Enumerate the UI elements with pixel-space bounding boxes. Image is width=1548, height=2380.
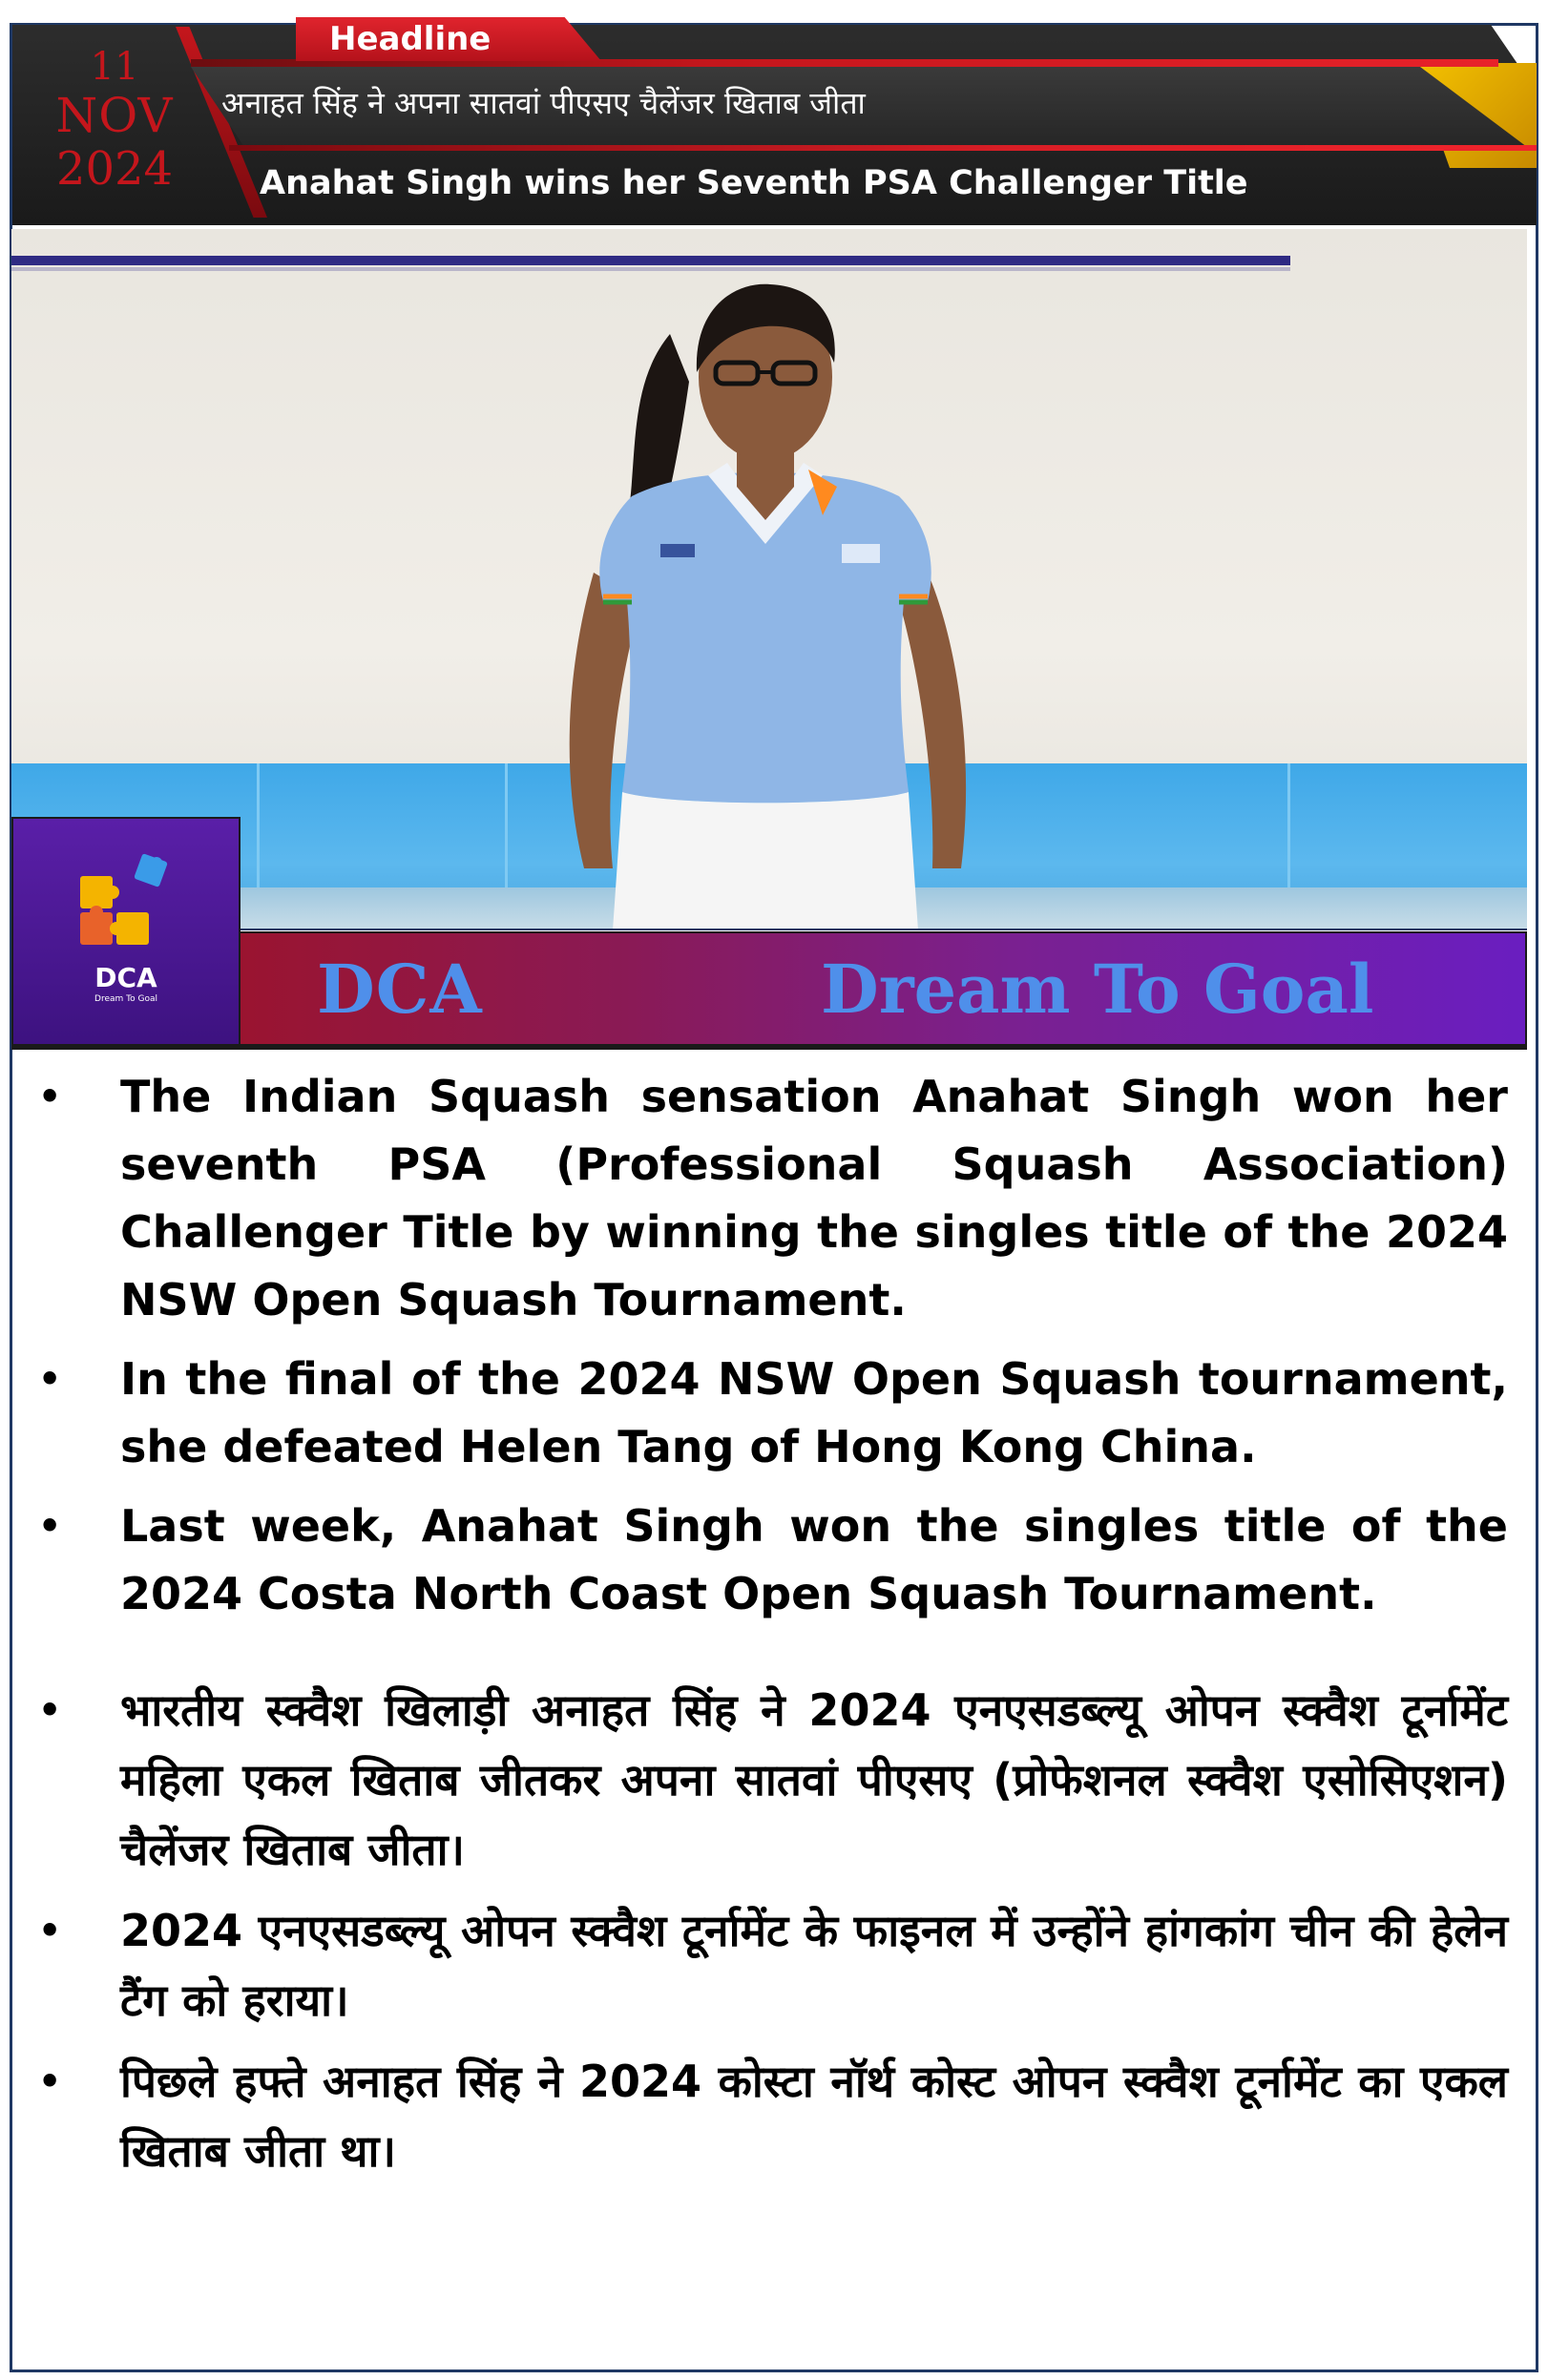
bullet-text: The Indian Squash sensation Anahat Singh won her seventh PSA (Professional Squash Association) Challenger Title by winning the singles title of the 2024 NSW Open Squash Tournament. <box>120 1071 1508 1326</box>
bullet-icon: • <box>38 2060 62 2102</box>
date-day: 11 <box>90 45 139 89</box>
bullet-text: Last week, Anahat Singh won the singles title of the 2024 Costa North Coast Open Squash Tournament. <box>120 1500 1508 1619</box>
bullet-icon: • <box>38 1505 62 1547</box>
bullet-icon: • <box>38 1358 62 1400</box>
logo-text: DCA <box>94 962 157 993</box>
bullet-text: पिछले हफ्ते अनाहत सिंह ने 2024 कोस्टा नॉर्थ कोस्ट ओपन स्क्वैश टूर्नामेंट का एकल खिताब जीता था। <box>120 2056 1508 2177</box>
brand-band-border <box>11 1046 1527 1050</box>
bullet-icon: • <box>38 1910 62 1952</box>
bullet-item-en <box>23 1493 1508 1628</box>
bullet-icon: • <box>38 1689 62 1731</box>
brand-band <box>241 931 1527 1046</box>
bullet-text: 2024 एनएसडब्ल्यू ओपन स्क्वैश टूर्नामेंट के फाइनल में उन्होंने हांगकांग चीन की हेलेन टैंग को हराया। <box>120 1905 1508 2026</box>
headline-header <box>0 0 1548 229</box>
date-block <box>19 38 210 219</box>
bullet-text: भारतीय स्क्वैश खिलाड़ी अनाहत सिंह ने 2024 एनएसडब्ल्यू ओपन स्क्वैश टूर्नामेंट महिला एकल खिताब जीतकर अपना सातवां पीएसए (प्रोफेशनल स्क्वैश एसोसिएशन) चैलेंजर खिताब जीता। <box>120 1684 1508 1875</box>
date-month: NOV <box>55 88 174 143</box>
english-headline: Anahat Singh wins her Seventh PSA Challenger Title <box>260 164 1248 202</box>
player-figure <box>479 258 1052 930</box>
bullet-item-en <box>23 1346 1508 1481</box>
brand-tagline: Dream To Goal <box>821 950 1374 1029</box>
logo-tagline: Dream To Goal <box>94 994 157 1004</box>
bullet-item-hi <box>23 1676 1508 1885</box>
puzzle-icon <box>13 828 239 962</box>
bullet-item-hi <box>23 2047 1508 2186</box>
headline-tab-label: Headline <box>329 20 492 58</box>
bullet-icon: • <box>38 1075 62 1117</box>
header-red-bar-mid <box>229 145 1537 151</box>
dca-logo <box>11 817 241 1046</box>
bullet-item-en <box>23 1063 1508 1334</box>
bullet-text: In the final of the 2024 NSW Open Squash tournament, she defeated Helen Tang of Hong Kong China. <box>120 1353 1508 1472</box>
date-year: 2024 <box>55 142 174 196</box>
article-content <box>23 1063 1508 2186</box>
bullet-item-hi <box>23 1896 1508 2036</box>
brand-name: DCA <box>317 950 483 1029</box>
hindi-headline: अनाहत सिंह ने अपना सातवां पीएसए चैलेंजर खिताब जीता <box>221 85 866 121</box>
